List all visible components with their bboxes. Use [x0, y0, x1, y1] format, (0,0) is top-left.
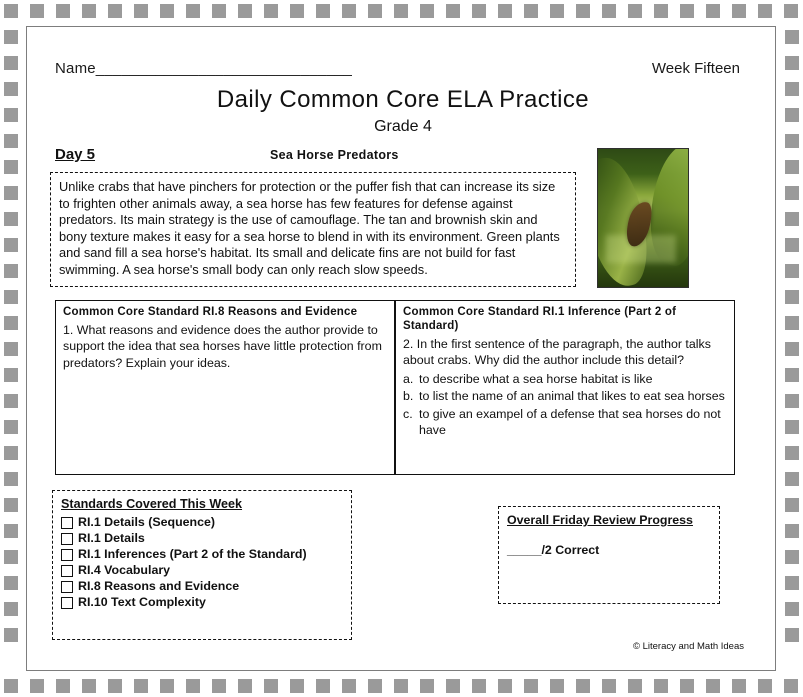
border-square: [238, 4, 252, 18]
question-1-prompt: 1. What reasons and evidence does the author provide to support the idea that sea horses have little protection from predators? Explain your ideas.: [63, 323, 382, 370]
border-square: [550, 4, 564, 18]
border-square: [4, 160, 18, 174]
border-square: [368, 4, 382, 18]
border-square: [785, 446, 799, 460]
checkbox-icon[interactable]: [61, 549, 73, 561]
standard-label: RI.1 Inferences (Part 2 of the Standard): [78, 547, 307, 561]
choice-a[interactable]: [403, 371, 727, 387]
border-square: [758, 4, 772, 18]
border-square: [316, 4, 330, 18]
standards-list: [61, 515, 343, 610]
border-square: [785, 160, 799, 174]
standards-covered-box: [52, 490, 352, 640]
border-square: [680, 679, 694, 693]
standard-list-item[interactable]: [61, 595, 343, 610]
border-square: [602, 4, 616, 18]
question-2-prompt: 2. In the first sentence of the paragraph, the author talks about crabs. Why did the author include this detail?: [403, 337, 711, 368]
standard-list-item[interactable]: [61, 531, 343, 546]
border-square: [785, 290, 799, 304]
border-square: [550, 679, 564, 693]
border-square: [4, 56, 18, 70]
border-square: [56, 4, 70, 18]
border-square: [732, 679, 746, 693]
border-square: [785, 420, 799, 434]
standard-list-item[interactable]: [61, 547, 343, 562]
border-square: [368, 679, 382, 693]
border-square: [602, 679, 616, 693]
checkbox-icon[interactable]: [61, 565, 73, 577]
question-2-box: [395, 300, 735, 475]
week-label: Week Fifteen: [651, 60, 740, 77]
border-square: [576, 679, 590, 693]
border-square: [680, 4, 694, 18]
border-square: [4, 212, 18, 226]
border-square: [290, 4, 304, 18]
choice-b-letter: b.: [403, 389, 414, 404]
border-square: [4, 186, 18, 200]
border-square: [785, 316, 799, 330]
border-square: [160, 679, 174, 693]
border-square: [472, 4, 486, 18]
border-square: [264, 679, 278, 693]
border-square: [134, 4, 148, 18]
checkbox-icon[interactable]: [61, 597, 73, 609]
question-1-standard: Common Core Standard RI.8 Reasons and Evidence: [63, 306, 358, 318]
border-square: [706, 4, 720, 18]
border-square: [785, 82, 799, 96]
choice-c-letter: c.: [403, 406, 413, 421]
choice-b[interactable]: [403, 388, 727, 404]
border-square: [785, 342, 799, 356]
border-square: [212, 4, 226, 18]
border-square: [420, 679, 434, 693]
border-square: [785, 524, 799, 538]
border-square: [785, 30, 799, 44]
border-square: [238, 679, 252, 693]
border-square: [472, 679, 486, 693]
day-label: Day 5: [55, 146, 96, 163]
standard-list-item[interactable]: [61, 515, 343, 530]
choice-c-text: to give an exampel of a defense that sea horses do not have: [419, 406, 721, 438]
border-square: [342, 679, 356, 693]
worksheet-content: [40, 38, 766, 660]
border-square: [4, 576, 18, 590]
border-square: [134, 679, 148, 693]
grade-label: Grade 4: [374, 118, 432, 135]
name-field-label[interactable]: Name______________________________: [55, 60, 353, 77]
border-square: [4, 628, 18, 642]
border-square: [394, 679, 408, 693]
friday-review-box: [498, 506, 720, 604]
border-square: [785, 472, 799, 486]
border-square: [628, 4, 642, 18]
question-2-choices: [403, 371, 727, 439]
border-square: [264, 4, 278, 18]
border-square: [160, 4, 174, 18]
question-1-box: [55, 300, 395, 475]
border-square: [186, 4, 200, 18]
border-square: [654, 4, 668, 18]
border-square: [108, 4, 122, 18]
border-square: [785, 602, 799, 616]
standard-label: RI.8 Reasons and Evidence: [78, 579, 240, 593]
border-square: [342, 4, 356, 18]
border-square: [4, 238, 18, 252]
border-square: [785, 212, 799, 226]
standard-list-item[interactable]: [61, 579, 343, 594]
border-square: [56, 679, 70, 693]
border-square: [186, 679, 200, 693]
border-square: [316, 679, 330, 693]
border-square: [628, 679, 642, 693]
border-square: [576, 4, 590, 18]
border-square: [524, 4, 538, 18]
border-square: [524, 679, 538, 693]
border-square: [4, 446, 18, 460]
border-square: [4, 30, 18, 44]
border-square: [4, 108, 18, 122]
border-square: [4, 368, 18, 382]
checkbox-icon[interactable]: [61, 533, 73, 545]
border-square: [498, 4, 512, 18]
border-square: [4, 264, 18, 278]
border-square: [785, 628, 799, 642]
border-square: [785, 108, 799, 122]
border-square: [4, 394, 18, 408]
border-square: [4, 602, 18, 616]
border-square: [4, 134, 18, 148]
friday-review-score[interactable]: _____/2 Correct: [507, 543, 600, 557]
border-square: [784, 679, 798, 693]
choice-c[interactable]: [403, 406, 727, 439]
border-square: [758, 679, 772, 693]
questions-row: [55, 300, 735, 475]
passage-title: Sea Horse Predators: [270, 148, 399, 162]
friday-review-heading: Overall Friday Review Progress: [507, 513, 693, 527]
border-square: [108, 679, 122, 693]
border-square: [394, 4, 408, 18]
border-square: [290, 679, 304, 693]
border-square: [30, 4, 44, 18]
border-square: [82, 679, 96, 693]
border-square: [784, 4, 798, 18]
standard-label: RI.1 Details: [78, 531, 145, 545]
sea-horse-photo: [597, 148, 689, 288]
copyright-footer: © Literacy and Math Ideas: [632, 641, 744, 652]
border-square: [4, 420, 18, 434]
border-square: [4, 342, 18, 356]
border-square: [498, 679, 512, 693]
border-square: [4, 82, 18, 96]
choice-b-text: to list the name of an animal that likes to eat sea horses: [419, 389, 725, 404]
border-square: [4, 550, 18, 564]
checkbox-icon[interactable]: [61, 581, 73, 593]
page-title: Daily Common Core ELA Practice: [216, 86, 590, 113]
border-square: [785, 368, 799, 382]
standards-covered-heading: Standards Covered This Week: [61, 497, 243, 511]
border-square: [212, 679, 226, 693]
choice-a-text: to describe what a sea horse habitat is like: [419, 371, 653, 386]
border-square: [785, 186, 799, 200]
border-square: [4, 290, 18, 304]
border-square: [446, 679, 460, 693]
border-square: [30, 679, 44, 693]
border-square: [654, 679, 668, 693]
border-square: [4, 316, 18, 330]
border-square: [785, 550, 799, 564]
border-square: [4, 679, 18, 693]
border-square: [82, 4, 96, 18]
border-square: [785, 56, 799, 70]
standard-label: RI.1 Details (Sequence): [78, 515, 216, 529]
border-square: [706, 679, 720, 693]
question-2-standard: Common Core Standard RI.1 Inference (Part 2 of Standard): [403, 306, 677, 332]
border-square: [420, 4, 434, 18]
border-square: [785, 394, 799, 408]
border-square: [4, 524, 18, 538]
border-square: [785, 238, 799, 252]
standard-label: RI.4 Vocabulary: [78, 563, 171, 577]
border-square: [732, 4, 746, 18]
passage-text: Unlike crabs that have pinchers for protection or the puffer fish that can increase its size to frighten other animals away, a sea horse has few features for defense against predators. Its main strategy is the use of camouflage. The tan and brownish skin and bony texture makes it easy for a sea horse to blend in with its environment. Green plants and sand fill a sea horse's habitat. Its small and delicate fins are not build for fast swimming. A sea horse's small body can only reach slow speeds.: [50, 172, 576, 287]
border-square: [446, 4, 460, 18]
standard-label: RI.10 Text Complexity: [78, 595, 206, 609]
border-square: [4, 498, 18, 512]
choice-a-letter: a.: [403, 371, 414, 386]
border-square: [4, 4, 18, 18]
border-square: [785, 498, 799, 512]
border-square: [4, 472, 18, 486]
border-square: [785, 134, 799, 148]
border-square: [785, 264, 799, 278]
border-square: [785, 576, 799, 590]
standard-list-item[interactable]: [61, 563, 343, 578]
checkbox-icon[interactable]: [61, 517, 73, 529]
